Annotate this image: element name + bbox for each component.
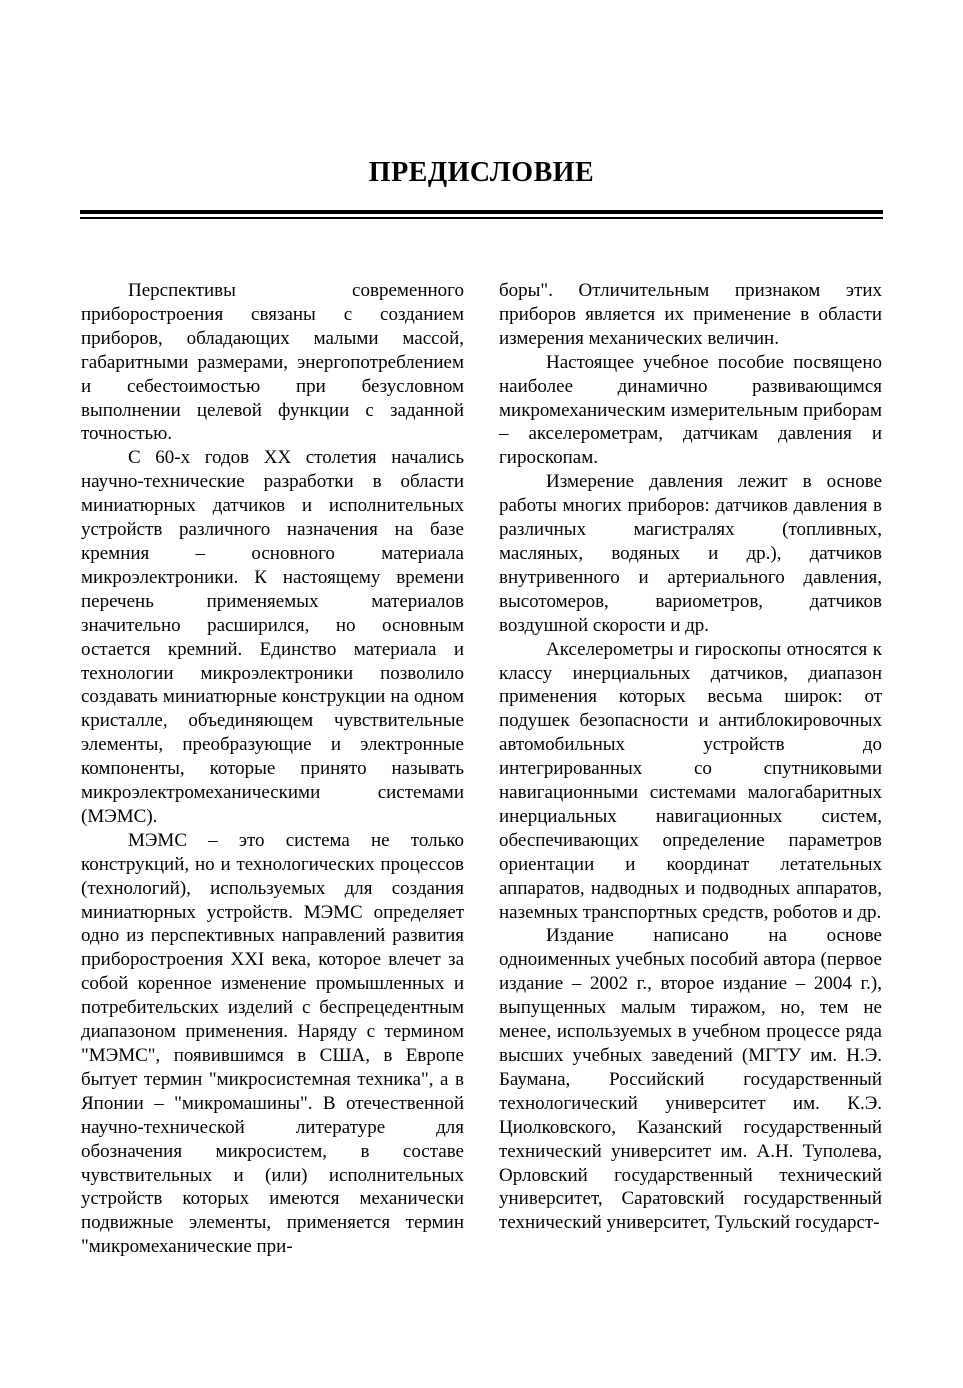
paragraph: Перспективы современного приборостроения связаны с созданием приборов, обладающих малыми массой, габаритными размерами, энергопотреблением и себестоимостью при безусловном выполнении целевой функции с заданной точностью. bbox=[81, 280, 464, 445]
paragraph: Издание написано на основе одноименных учебных пособий автора (первое издание – 2002 г., второе издание – 2004 г.), выпущенных малым тиражом, но, тем не менее, используемых в учебном процессе ряда высших учебных заведений (МГТУ им. Н.Э. Баумана, Российский государственный технологический университет им. К.Э. Циолковского, Казанский государственный технический университет им. А.Н. Туполева, Орловский государственный технический университет, Саратовский государственный технический университет, Тульский государст- bbox=[499, 925, 882, 1234]
heading-rule-thin bbox=[80, 217, 883, 219]
paragraph: Акселерометры и гироскопы относятся к классу инерциальных датчиков, диапазон применения которых весьма широк: от подушек безопасности и антиблокировочных автомобильных устройств до интегрированных со спутниковыми навигационными системами малогабаритных инерциальных навигационных систем, обеспечивающих определение параметров ориентации и координат летательных аппаратов, надводных и подводных аппаратов, наземных транспортных средств, роботов и др. bbox=[499, 638, 882, 923]
paragraph: Настоящее учебное пособие посвящено наиболее динамично развивающимся микромеханическим измерительным приборам – акселерометрам, датчикам давления и гироскопам. bbox=[499, 351, 882, 469]
paragraph: Измерение давления лежит в основе работы многих приборов: датчиков давления в различных магистралях (топливных, масляных, водяных и др.), датчиков внутривенного и артериального давления, высотомеров, вариометров, датчиков воздушной скорости и др. bbox=[499, 471, 882, 636]
paragraph: С 60-х годов XX столетия начались научно-технические разработки в области миниатюрных датчиков и исполнительных устройств различного назначения на базе кремния – основного материала микроэлектроники. К настоящему времени перечень применяемых материалов значительно расширился, но основным остается кремний. Единство материала и технологии микроэлектроники позволило создавать миниатюрные конструкции на одном кристалле, объединяющем чувствительные элементы, преобразующие и электронные компоненты, которые принято называть микроэлектромеханическими системами (МЭМС). bbox=[81, 447, 464, 827]
left-column bbox=[81, 279, 464, 1259]
paragraph: МЭМС – это система не только конструкций, но и технологических процессов (технологий), используемых для создания миниатюрных устройств. МЭМС определяет одно из перспективных направлений развития приборостроения XXI века, которое влечет за собой коренное изменение промышленных и потребительских изделий с беспрецедентным диапазоном применения. Наряду с термином "МЭМС", появившимся в США, в Европе бытует термин "микросистемная техника", а в Японии – "микромашины". В отечественной научно-технической литературе для обозначения микросистем, в составе чувствительных и (или) исполнительных устройств которых имеются механически подвижные элементы, применяется термин "микромеханические при- bbox=[81, 829, 464, 1258]
right-column bbox=[499, 279, 882, 1235]
page-title: ПРЕДИСЛОВИЕ bbox=[368, 157, 595, 188]
paragraph-continued: боры". Отличительным признаком этих приборов является их применение в области измерения механических величин. bbox=[499, 280, 882, 349]
heading-rule-thick bbox=[80, 210, 883, 214]
